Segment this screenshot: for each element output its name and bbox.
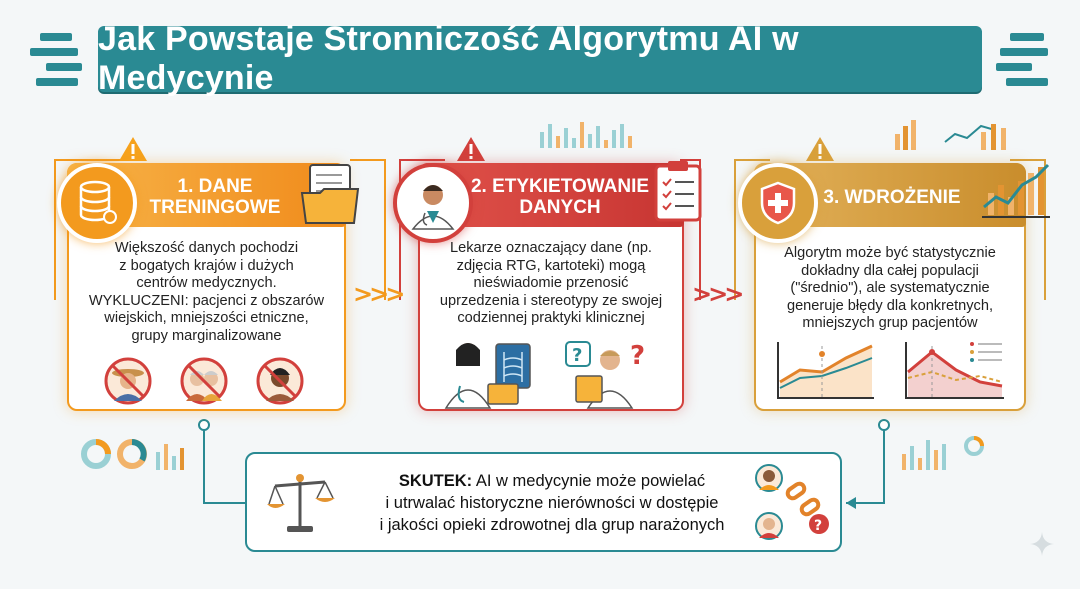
flow-arrows: >>>: [692, 280, 741, 308]
step-2-label: 2. ETYKIETOWANIE DANYCH: [470, 176, 650, 218]
doctor-question-icon: [558, 338, 658, 408]
svg-text:?: ?: [630, 341, 646, 371]
excluded-farmer-icon: [104, 357, 152, 405]
doctor-icon: [393, 163, 473, 243]
result-box: [245, 452, 842, 552]
broken-link-icon: [753, 464, 833, 542]
result-text: SKUTEK: AI w medycynie może powielać i utrwalać historyczne nierówności w dostępie i jakości opieki zdrowotnej dla grup narażonych: [379, 472, 725, 534]
step-1-text: Większość danych pochodzi z bogatych krajów i dużych centrów medycznych. WYKLUCZENI: pacjenci z obszarów wiejskich, mniejszości etniczne, grupy marginalizowane: [88, 240, 325, 344]
line-chart-icon: [982, 163, 1052, 225]
step-2-text: Lekarze oznaczający dane (np. zdjęcia RTG, kartoteki) mogą nieświadomie przenosić uprzedzenia i stereotypy ze swojej codziennej praktyki klinicznej: [439, 240, 663, 326]
step-1-label: 1. DANE TRENINGOWE: [149, 176, 281, 218]
warning-icon: [805, 136, 835, 162]
error-chart-icon: [904, 342, 1014, 402]
accuracy-chart-icon: [776, 342, 876, 402]
svg-text:?: ?: [814, 518, 823, 534]
scales-icon: [267, 470, 333, 536]
database-icon: [57, 163, 137, 243]
decor-bars-icon: [902, 436, 992, 476]
warning-icon: [456, 136, 486, 162]
decor-bars-icon: [895, 120, 1015, 150]
decor-donut-icon: [78, 436, 198, 476]
shield-cross-icon: [738, 163, 818, 243]
flow-arrows: >>>: [353, 280, 402, 308]
excluded-elderly-icon: [180, 357, 228, 405]
step-3-text: Algorytm może być statystycznie dokładny dla całej populacji ("średnio"), ale systematycznie generuje błędy dla konkretnych, mniejszych grup pacjentów: [784, 245, 996, 331]
doctor-xray-icon: [438, 338, 538, 408]
clipboard-icon: [654, 160, 702, 222]
svg-text:?: ?: [572, 345, 583, 366]
excluded-person-icon: [256, 357, 304, 405]
page-title: Jak Powstaje Stronniczość Algorytmu AI w Medycynie: [98, 20, 799, 97]
result-label: SKUTEK:: [398, 472, 473, 490]
step-3-label: 3. WDROŻENIE: [823, 187, 961, 208]
folder-icon: [300, 163, 362, 225]
warning-icon: [118, 136, 148, 162]
decor-bars-icon: [540, 118, 650, 148]
sparkle-icon: [1030, 532, 1054, 556]
